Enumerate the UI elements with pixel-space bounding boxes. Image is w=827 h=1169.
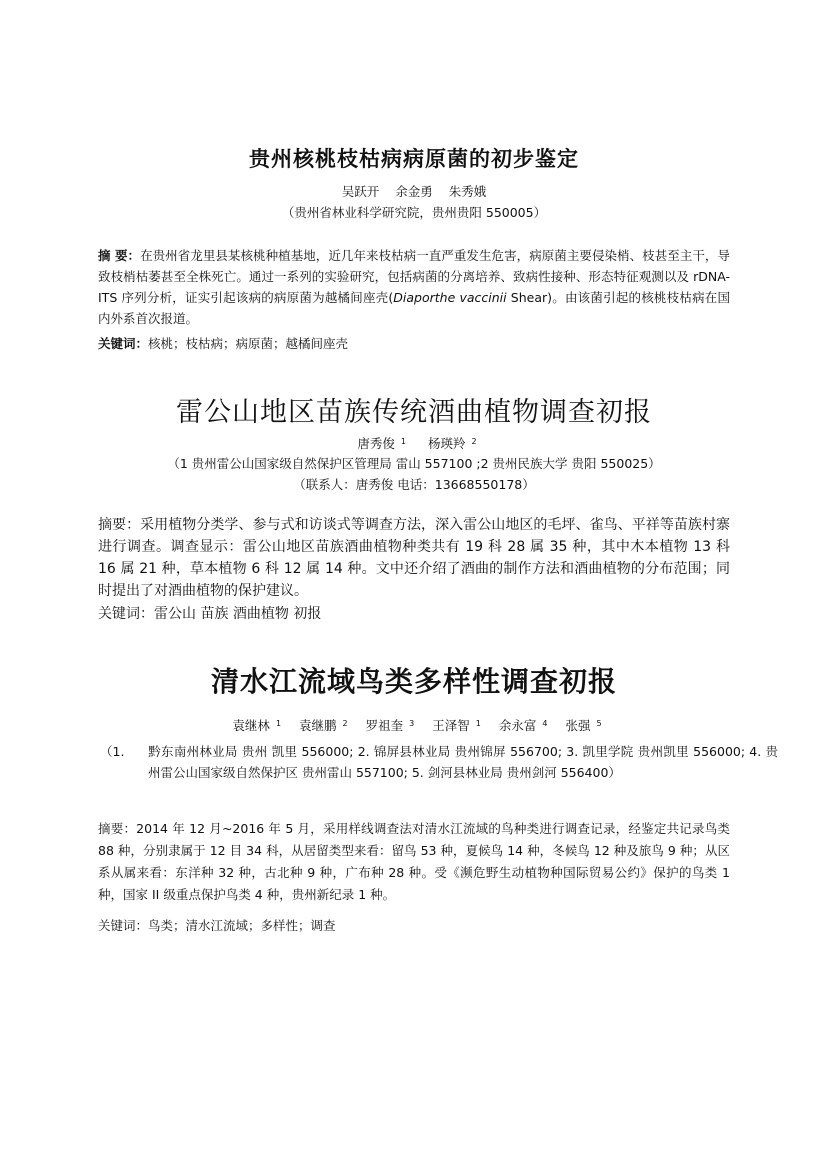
author-sup: 2 bbox=[471, 437, 477, 446]
author-sup: 3 bbox=[409, 719, 415, 728]
author-sup: 1 bbox=[275, 719, 282, 728]
author-sup: 4 bbox=[542, 719, 548, 728]
author-name bbox=[422, 436, 477, 451]
article2-affiliation: （1 贵州雷公山国家级自然保护区管理局 雷山 557100 ;2 贵州民族大学 贵阳 550025） bbox=[167, 456, 661, 471]
author-name-text: 袁继林 bbox=[232, 718, 270, 733]
author-name bbox=[559, 718, 601, 733]
author-sup: 2 bbox=[342, 719, 348, 728]
author-sup: 5 bbox=[596, 719, 602, 728]
article3-affiliation bbox=[100, 741, 778, 783]
article1-title: 贵州核桃枝枯病病原菌的初步鉴定 bbox=[249, 146, 579, 171]
author-name-text: 罗祖奎 bbox=[365, 718, 404, 733]
abstract-tail: Shear)。由该菌引起的核桃枝枯病在国内外系首次报道。 bbox=[98, 290, 730, 326]
author-name-text: 张强 bbox=[565, 718, 591, 733]
article1-keywords bbox=[98, 333, 730, 354]
article2-abstract: 摘要：采用植物分类学、参与式和访谈式等调查方法，深入雷公山地区的毛坪、雀鸟、平祥等苗族村寨进行调查。调查显示：雷公山地区苗族酒曲植物种类共有 19 科 28 属 35 种，其中木本植物 13 科 16 属 21 种，草本植物 6 科 12 属 14 种。文中还介绍了酒曲的制作方法和酒曲植物的分布范围；同时提出了对酒曲植物的保护建议。 bbox=[98, 517, 730, 599]
abstract-text: 在贵州省龙里县某核桃种植基地，近几年来枝枯病一直严重发生危害，病原菌主要侵染梢、枝甚至主干，导致枝梢枯萎甚至全株死亡。通过一系列的实验研究，包括病菌的分离培养、致病性接种、形态特征观测以及 rDNA-ITS 序列分析，证实引起该病的病原菌为越橘间座壳( bbox=[98, 248, 730, 305]
abstract-label: 摘 要： bbox=[98, 248, 141, 263]
author-sup: 1 bbox=[400, 437, 406, 446]
article1-authors bbox=[98, 182, 730, 202]
article2-contact: （联系人：唐秀俊 电话：13668550178） bbox=[293, 477, 535, 492]
article3-title: 清水江流域鸟类多样性调查初报 bbox=[210, 665, 617, 698]
author-name bbox=[426, 718, 481, 733]
article3-authors bbox=[98, 714, 730, 736]
author-name-text: 唐秀俊 bbox=[357, 436, 395, 451]
author-name bbox=[351, 436, 406, 451]
author-name bbox=[293, 718, 348, 733]
article3-keywords: 关键词：鸟类；清水江流域；多样性；调查 bbox=[98, 918, 336, 933]
article3-abstract: 摘要：2014 年 12 月~2016 年 5 月，采用样线调查法对清水江流域的鸟种类进行调查记录，经鉴定共记录鸟类 88 种，分别隶属于 12 目 34 科，从居留类型来看：留鸟 53 种，夏候鸟 14 种，冬候鸟 12 种及旅鸟 9 种；从区系从属来看：东洋种 32 种，古北种 9 种，广布种 28 种。受《濒危野生动植物种国际贸易公约》保护的鸟类 1 种，国家 II 级重点保护鸟类 4 种，贵州新纪录 1 种。 bbox=[98, 821, 730, 902]
author-name bbox=[226, 718, 281, 733]
author-name bbox=[493, 718, 548, 733]
keywords-label: 关键词： bbox=[98, 336, 149, 351]
author-name-text: 袁继鹏 bbox=[299, 718, 337, 733]
article1-affiliation: （贵州省林业科学研究院，贵州贵阳 550005） bbox=[281, 205, 547, 220]
author-name: 朱秀娥 bbox=[448, 184, 487, 199]
author-name bbox=[360, 718, 415, 733]
author-name-text: 余永富 bbox=[498, 718, 537, 733]
article2-authors bbox=[98, 432, 730, 454]
article2-title: 雷公山地区苗族传统酒曲植物调查初报 bbox=[176, 397, 652, 428]
article2-keywords: 关键词：雷公山 苗族 酒曲植物 初报 bbox=[98, 606, 322, 622]
species-name: Diaporthe vaccinii bbox=[393, 290, 507, 305]
author-name-text: 王泽智 bbox=[432, 718, 470, 733]
author-name: 余金勇 bbox=[395, 184, 433, 199]
author-name: 吴跃开 bbox=[341, 184, 380, 199]
keywords-text: 核桃；枝枯病；病原菌；越橘间座壳 bbox=[148, 336, 349, 351]
affiliation-prefix: （1. bbox=[100, 744, 125, 759]
author-sup: 1 bbox=[475, 719, 481, 728]
affiliation-text: 黔东南州林业局 贵州 凯里 556000; 2. 锦屏县林业局 贵州锦屏 556700; 3. 凯里学院 贵州凯里 556000; 4. 贵州雷公山国家级自然保护区 贵州雷山 557100; 5. 剑河县林业局 贵州剑河 556400） bbox=[148, 744, 778, 780]
article1-abstract bbox=[98, 245, 730, 329]
author-name-text: 杨瑛羚 bbox=[427, 436, 466, 451]
